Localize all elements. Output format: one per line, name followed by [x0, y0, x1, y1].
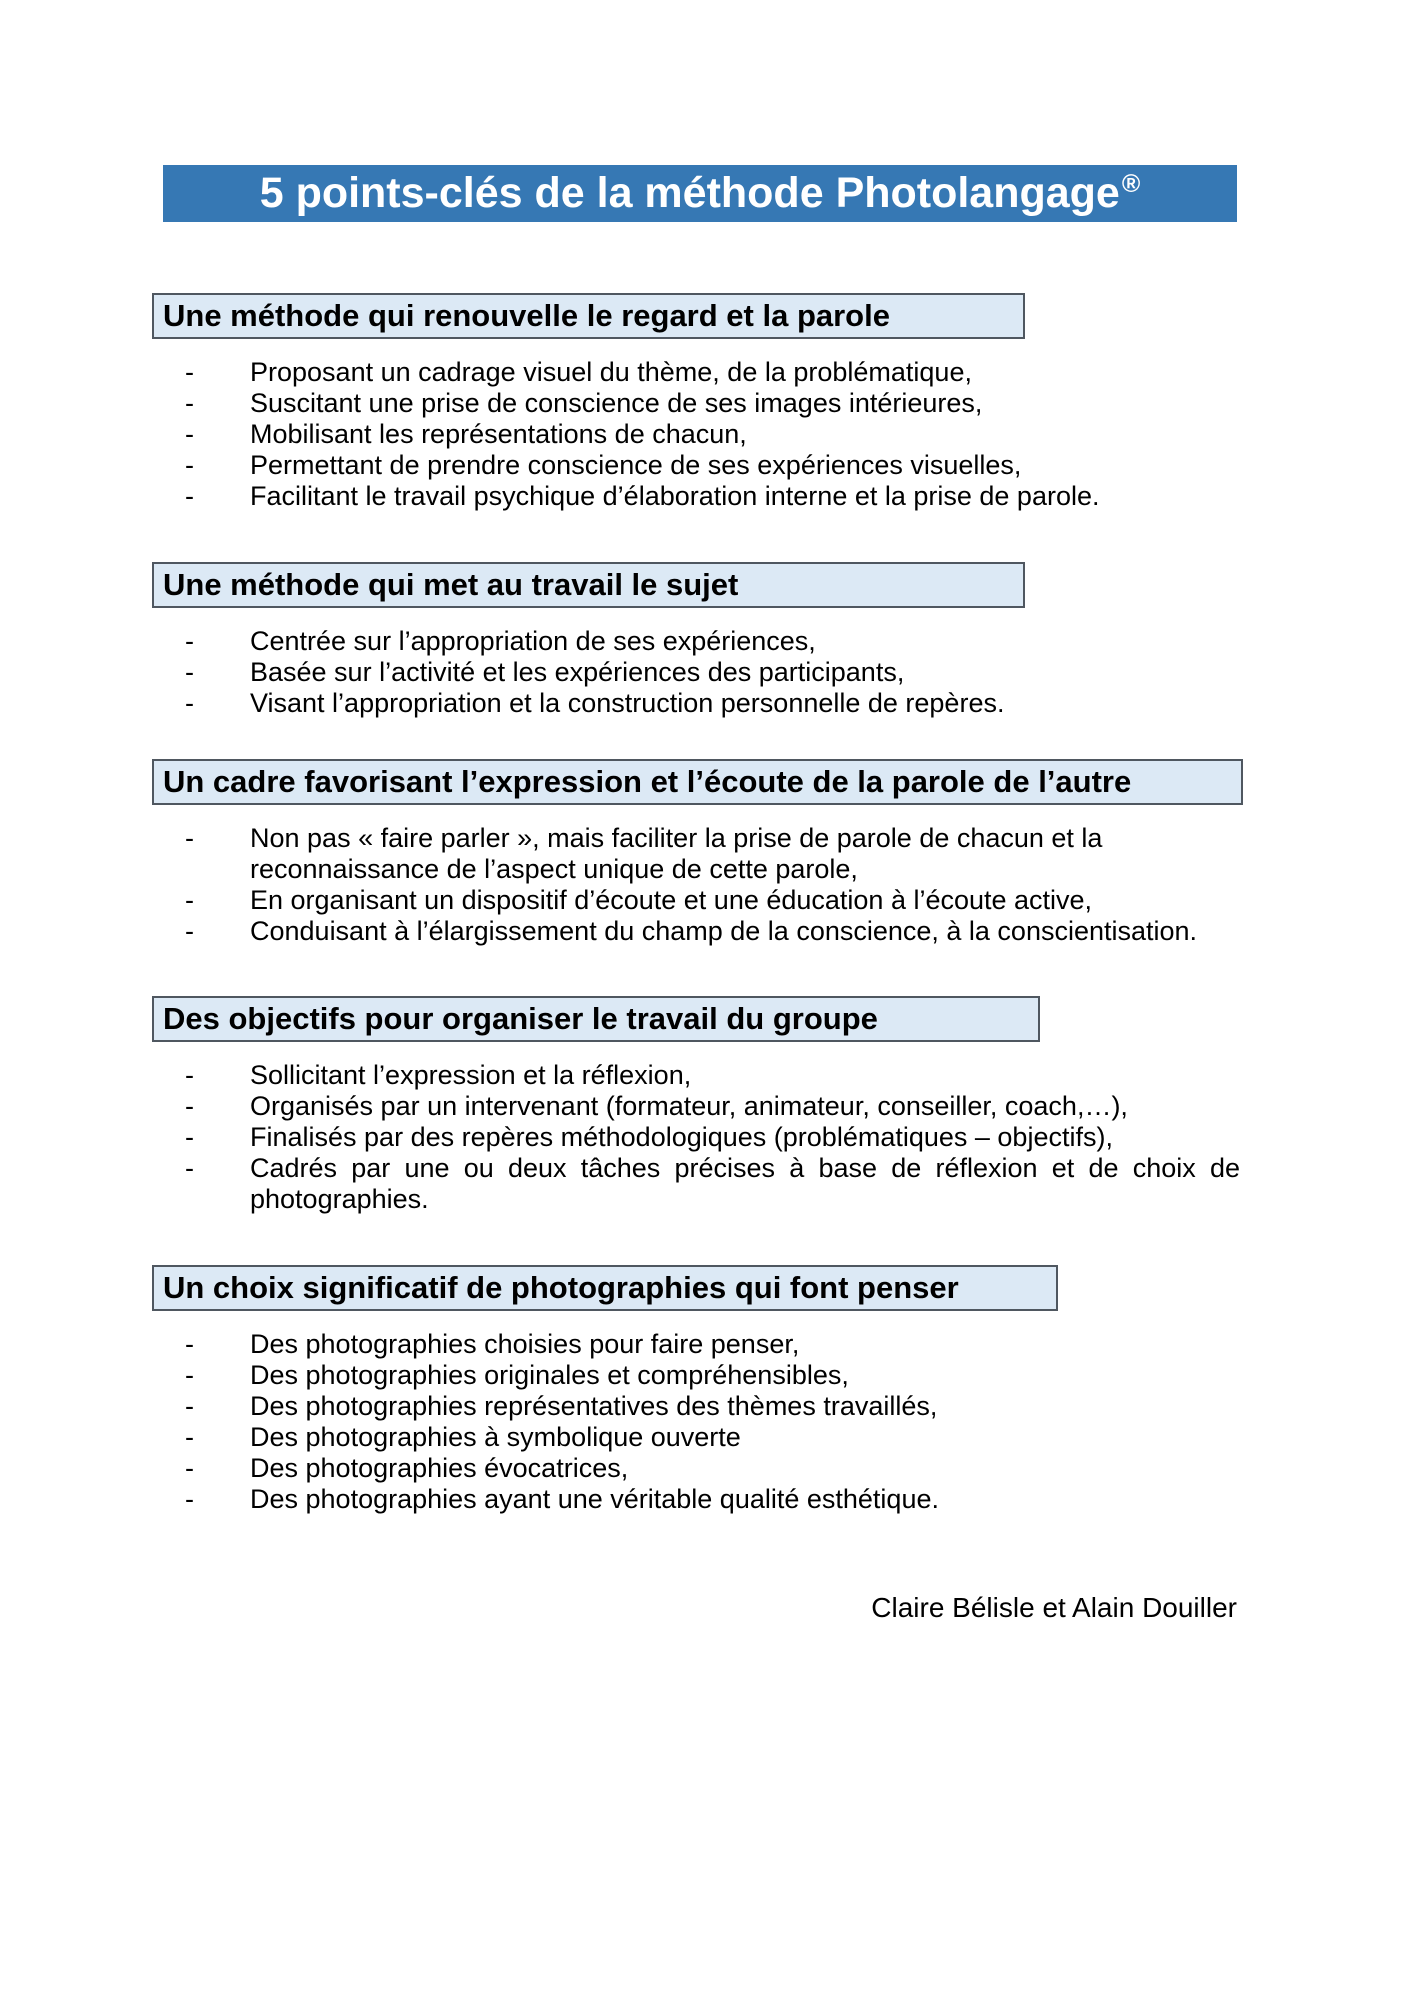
- dash-bullet: -: [185, 388, 194, 418]
- list-item-text: Des photographies choisies pour faire penser,: [250, 1329, 800, 1359]
- section-heading: Des objectifs pour organiser le travail du groupe: [152, 996, 1040, 1042]
- dash-bullet: -: [185, 1391, 194, 1421]
- dash-bullet: -: [185, 450, 194, 480]
- list-item: [185, 1453, 1240, 1484]
- list-item-text: Cadrés par une ou deux tâches précises à base de réflexion et de choix de photographies.: [250, 1153, 1240, 1214]
- list-item: [185, 1329, 1240, 1360]
- list-item-text: Mobilisant les représentations de chacun,: [250, 419, 747, 449]
- list-item: [185, 1391, 1240, 1422]
- list-item: [185, 481, 1240, 512]
- dash-bullet: -: [185, 1360, 194, 1390]
- list-item-text: Permettant de prendre conscience de ses expériences visuelles,: [250, 450, 1022, 480]
- list-item: [185, 657, 1240, 688]
- list-item: [185, 626, 1240, 657]
- dash-bullet: -: [185, 626, 194, 656]
- list-item-text: Des photographies ayant une véritable qualité esthétique.: [250, 1484, 939, 1514]
- bullet-list: [185, 1329, 1240, 1515]
- list-item-text: Conduisant à l’élargissement du champ de la conscience, à la conscientisation.: [250, 916, 1198, 946]
- list-item: [185, 1153, 1240, 1215]
- document-title: 5 points-clés de la méthode Photolangage: [259, 169, 1120, 217]
- section-heading: Une méthode qui met au travail le sujet: [152, 562, 1025, 608]
- list-item: [185, 823, 1240, 885]
- list-item-text: Des photographies originales et compréhensibles,: [250, 1360, 849, 1390]
- dash-bullet: -: [185, 688, 194, 718]
- list-item: [185, 688, 1240, 719]
- dash-bullet: -: [185, 916, 194, 946]
- dash-bullet: -: [185, 1122, 194, 1152]
- section-heading: Un cadre favorisant l’expression et l’écoute de la parole de l’autre: [152, 759, 1243, 805]
- bullet-list: [185, 823, 1240, 947]
- dash-bullet: -: [185, 1153, 194, 1183]
- list-item-text: Des photographies à symbolique ouverte: [250, 1422, 741, 1452]
- document-title-banner: [163, 165, 1237, 222]
- section-objectifs-groupe: [0, 996, 1414, 1215]
- section-cadre-expression: [0, 759, 1414, 947]
- list-item: [185, 1122, 1240, 1153]
- list-item-text: Proposant un cadrage visuel du thème, de la problématique,: [250, 357, 972, 387]
- registered-trademark: ®: [1121, 170, 1141, 198]
- bullet-list: [185, 626, 1240, 719]
- section-heading: Un choix significatif de photographies qui font penser: [152, 1265, 1058, 1311]
- signature: Claire Bélisle et Alain Douiller: [871, 1592, 1237, 1623]
- list-item: [185, 1060, 1240, 1091]
- list-item-text: Centrée sur l’appropriation de ses expériences,: [250, 626, 816, 656]
- dash-bullet: -: [185, 1329, 194, 1359]
- section-travail-sujet: [0, 562, 1414, 719]
- dash-bullet: -: [185, 1422, 194, 1452]
- list-item-text: Des photographies évocatrices,: [250, 1453, 629, 1483]
- dash-bullet: -: [185, 357, 194, 387]
- section-renouvelle-regard: [0, 293, 1414, 512]
- list-item: [185, 388, 1240, 419]
- list-item-text: Suscitant une prise de conscience de ses images intérieures,: [250, 388, 983, 418]
- bullet-list: [185, 1060, 1240, 1215]
- list-item-text: Visant l’appropriation et la construction personnelle de repères.: [250, 688, 1005, 718]
- section-heading: Une méthode qui renouvelle le regard et la parole: [152, 293, 1025, 339]
- section-choix-photographies: [0, 1265, 1414, 1515]
- dash-bullet: -: [185, 1091, 194, 1121]
- list-item: [185, 419, 1240, 450]
- dash-bullet: -: [185, 1453, 194, 1483]
- list-item-text: Non pas « faire parler », mais faciliter la prise de parole de chacun et la reconnaissance de l’aspect unique de cette parole,: [250, 823, 1103, 884]
- list-item-text: Sollicitant l’expression et la réflexion,: [250, 1060, 692, 1090]
- list-item-text: Basée sur l’activité et les expériences des participants,: [250, 657, 905, 687]
- dash-bullet: -: [185, 1484, 194, 1514]
- list-item-text: Finalisés par des repères méthodologiques (problématiques – objectifs),: [250, 1122, 1113, 1152]
- list-item-text: Des photographies représentatives des thèmes travaillés,: [250, 1391, 938, 1421]
- list-item: [185, 357, 1240, 388]
- dash-bullet: -: [185, 885, 194, 915]
- list-item: [185, 1422, 1240, 1453]
- list-item: [185, 1091, 1240, 1122]
- dash-bullet: -: [185, 823, 194, 853]
- dash-bullet: -: [185, 419, 194, 449]
- list-item: [185, 916, 1240, 947]
- dash-bullet: -: [185, 657, 194, 687]
- bullet-list: [185, 357, 1240, 512]
- dash-bullet: -: [185, 481, 194, 511]
- list-item: [185, 1484, 1240, 1515]
- list-item: [185, 885, 1240, 916]
- list-item: [185, 450, 1240, 481]
- list-item-text: Organisés par un intervenant (formateur, animateur, conseiller, coach,…),: [250, 1091, 1128, 1121]
- list-item-text: En organisant un dispositif d’écoute et une éducation à l’écoute active,: [250, 885, 1093, 915]
- list-item-text: Facilitant le travail psychique d’élaboration interne et la prise de parole.: [250, 481, 1100, 511]
- list-item: [185, 1360, 1240, 1391]
- dash-bullet: -: [185, 1060, 194, 1090]
